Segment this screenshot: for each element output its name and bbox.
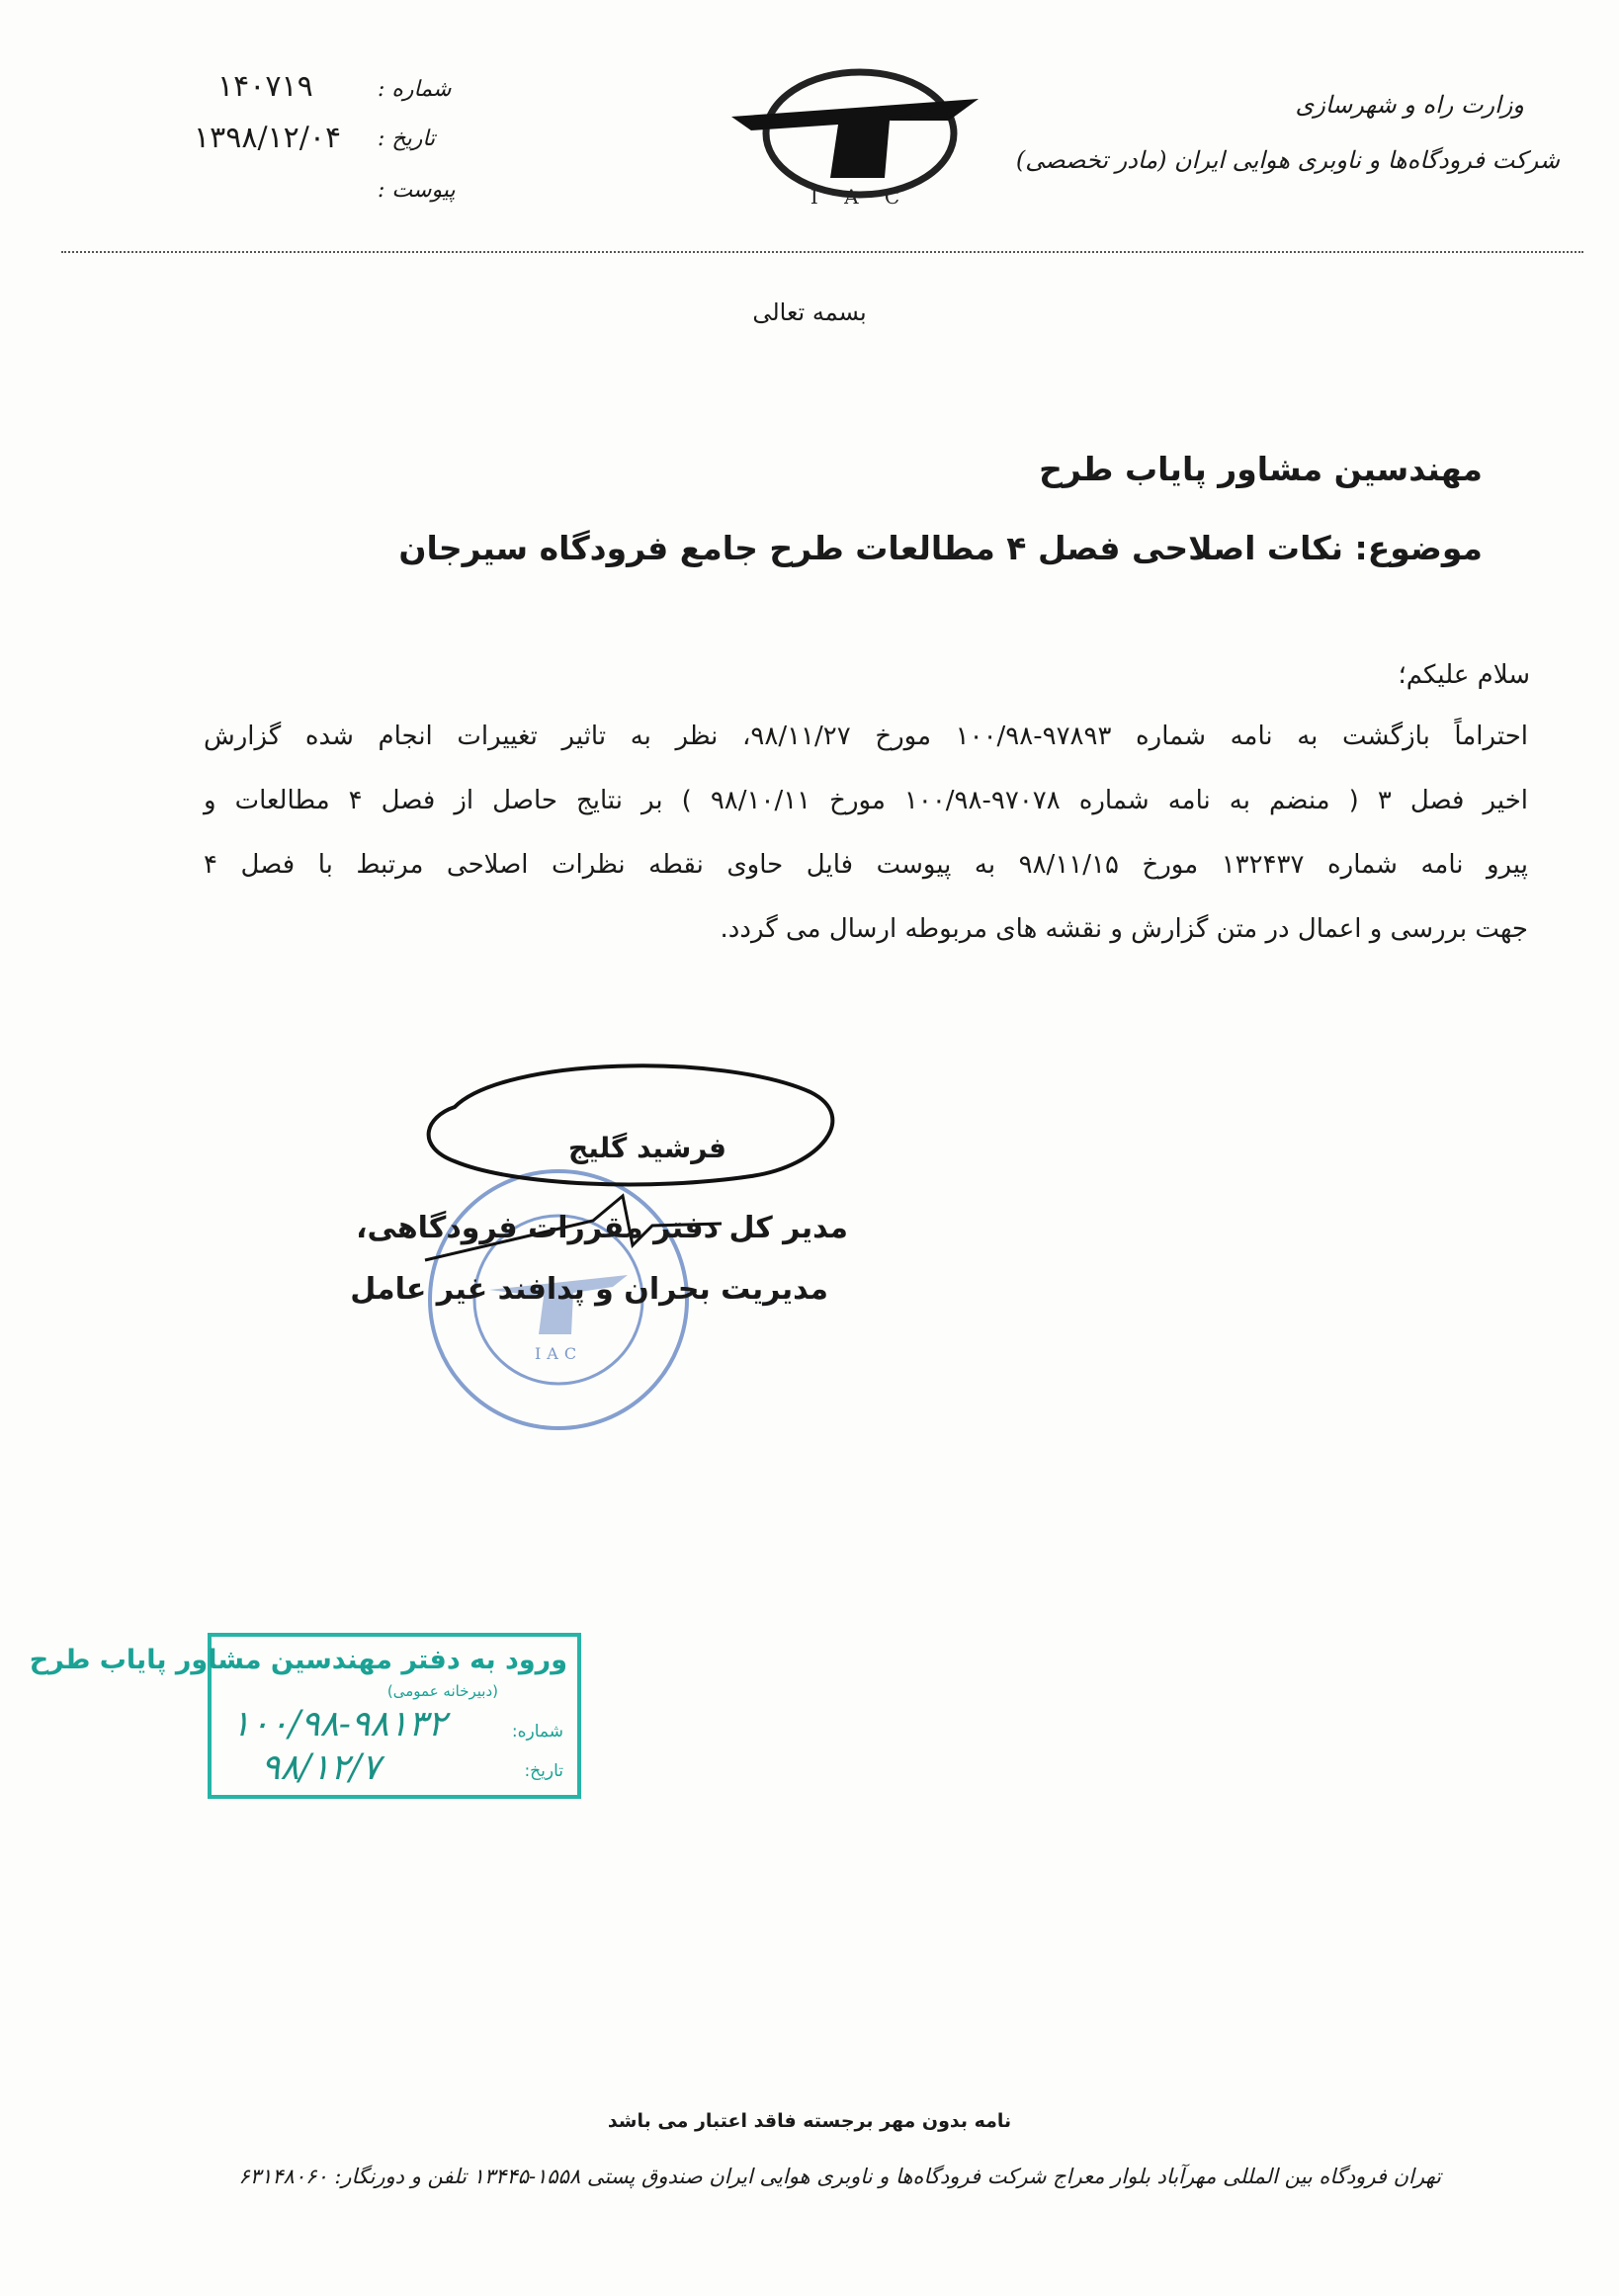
body-line: جهت بررسی و اعمال در متن گزارش و نقشه های مربوطه ارسال می گردد. — [720, 914, 1528, 944]
letter-number: ۱۴۰۷۱۹ — [217, 69, 313, 104]
signatory-name: فرشید گلیج — [568, 1132, 726, 1164]
date-label: تاریخ : — [378, 127, 436, 151]
letter-date: ۱۳۹۸/۱۲/۰۴ — [194, 121, 342, 155]
entry-number-label: شماره: — [511, 1722, 563, 1742]
basmala: بسمه تعالی — [752, 298, 867, 326]
body-line: احتراماً بازگشت به نامه شماره ۹۷۸۹۳-۱۰۰/۹۸ مورخ ۹۸/۱۱/۲۷، نظر به تاثیر تغییرات انجام شده گزارش — [204, 722, 1528, 751]
company-name: شرکت فرودگاه‌ها و ناوبری هوایی ایران (مادر تخصصی) — [1015, 146, 1560, 174]
entry-stamp — [29, 1633, 581, 1799]
number-label: شماره : — [378, 77, 452, 102]
subject-line: موضوع: نکات اصلاحی فصل ۴ مطالعات طرح جامع فرودگاه سیرجان — [398, 529, 1483, 567]
ministry-name: وزارت راه و شهرسازی — [1295, 91, 1524, 119]
greeting: سلام علیکم؛ — [1398, 660, 1530, 690]
entry-stamp-title: ورود به دفتر مهندسین مشاور پایاب طرح — [29, 1645, 567, 1675]
footer-address: تهران فرودگاه بین المللی مهرآباد بلوار معراج شرکت فرودگاه‌ها و ناوبری هوایی ایران صندوق پستی ۱۵۵۸-۱۳۴۴۵ تلفن و دورنگار: ۶۳۱۴۸۰۶۰ — [238, 2165, 1441, 2188]
header-divider — [61, 251, 1583, 253]
signatory-department: مدیریت بحران و پدافند غیر عامل — [350, 1272, 828, 1307]
iac-logo — [712, 59, 1008, 208]
entry-number: ۱۰۰/۹۸-۹۸۱۳۲ — [231, 1704, 447, 1744]
recipient: مهندسین مشاور پایاب طرح — [1039, 450, 1483, 488]
entry-stamp-subtitle: (دبیرخانه عمومی) — [386, 1682, 498, 1700]
entry-date-label: تاریخ: — [524, 1761, 563, 1781]
body-line: اخیر فصل ۳ ( منضم به نامه شماره ۹۷۰۷۸-۱۰۰/۹۸ مورخ ۹۸/۱۰/۱۱ ) بر نتایج حاصل از فصل ۴ مطالعات و — [204, 786, 1529, 815]
entry-date: ۹۸/۱۲/۷ — [261, 1747, 381, 1788]
validity-notice: نامه بدون مهر برجسته فاقد اعتبار می باشد — [607, 2110, 1012, 2132]
attachment-label: پیوست : — [378, 178, 456, 203]
svg-text:IAC: IAC — [534, 1344, 583, 1363]
body-line: پیرو نامه شماره ۱۳۲۴۳۷ مورخ ۹۸/۱۱/۱۵ به پیوست فایل حاوی نقطه نظرات اصلاحی مرتبط با فصل ۴ — [204, 850, 1528, 880]
logo-text: I A C — [810, 185, 910, 208]
signatory-title: مدیر کل دفتر مقررات فرودگاهی، — [356, 1211, 848, 1245]
